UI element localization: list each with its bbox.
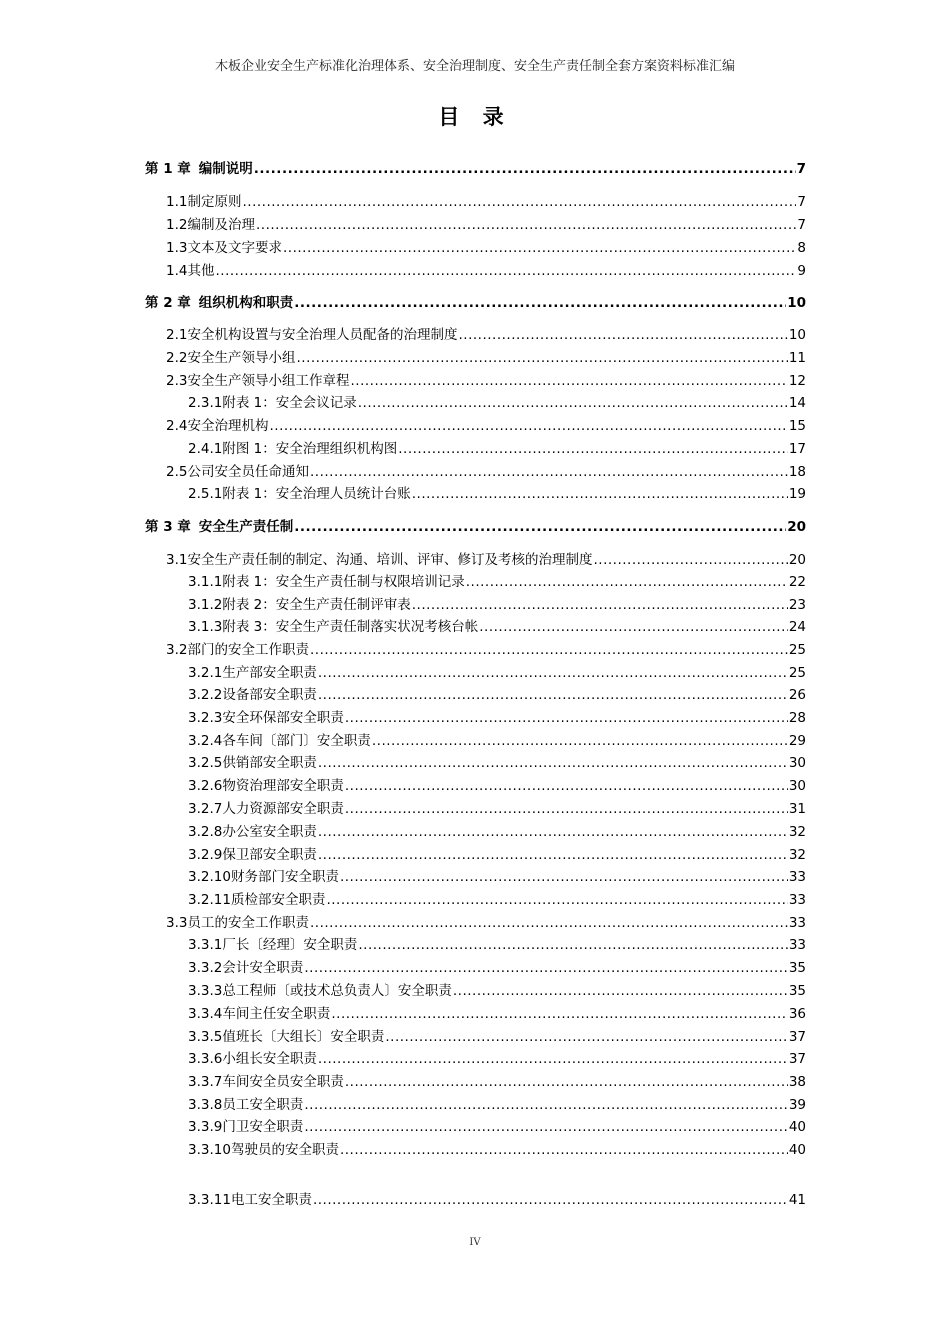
toc-entry-label: 组织机构和职责 xyxy=(198,295,294,311)
toc-entry-page: 7 xyxy=(797,194,806,210)
toc-leader-dots xyxy=(345,799,788,819)
toc-entry-page: 36 xyxy=(788,1006,806,1022)
toc-leader-dots xyxy=(294,517,786,537)
toc-entry-number: 第 1 章 xyxy=(145,161,191,177)
toc-leader-dots xyxy=(412,484,788,504)
toc-leader-dots xyxy=(345,708,788,728)
toc-leader-dots xyxy=(310,913,788,933)
toc-entry-number: 3.2 xyxy=(166,642,188,658)
toc-entry-number: 3.3 xyxy=(166,915,188,931)
toc-entry[interactable] xyxy=(166,192,806,212)
toc-entry-label: 附图 1：安全治理组织机构图 xyxy=(222,441,398,457)
toc-entry[interactable] xyxy=(188,822,806,842)
toc-entry-label: 文本及文字要求 xyxy=(187,240,282,256)
toc-entry-label: 人力资源部安全职责 xyxy=(222,801,344,817)
toc-entry-page: 33 xyxy=(788,869,806,885)
toc-entry-page: 15 xyxy=(788,418,806,434)
toc-entry-label: 生产部安全职责 xyxy=(222,665,317,681)
toc-leader-dots xyxy=(398,439,788,459)
toc-entry-label: 保卫部安全职责 xyxy=(222,847,317,863)
toc-entry-page: 10 xyxy=(787,295,806,311)
toc-entry-number: 3.3.3 xyxy=(188,983,223,999)
toc-entry-label: 部门的安全工作职责 xyxy=(187,642,309,658)
toc-entry[interactable] xyxy=(166,416,806,436)
toc-entry-page: 20 xyxy=(788,552,806,568)
toc-entry-number: 3.3.7 xyxy=(188,1074,223,1090)
toc-entry[interactable] xyxy=(145,159,806,179)
toc-entry-label: 安全生产领导小组 xyxy=(187,350,296,366)
toc-leader-dots xyxy=(372,731,788,751)
toc-entry-label: 制定原则 xyxy=(187,194,242,210)
toc-entry-page: 9 xyxy=(797,263,806,279)
toc-entry[interactable] xyxy=(188,776,806,796)
toc-entry-number: 3.3.9 xyxy=(188,1119,223,1135)
toc-entry-page: 24 xyxy=(788,619,806,635)
toc-leader-dots xyxy=(340,867,788,887)
toc-leader-dots xyxy=(458,325,787,345)
toc-entry-page: 32 xyxy=(788,847,806,863)
toc-entry[interactable] xyxy=(166,215,806,235)
toc-entry[interactable] xyxy=(188,890,806,910)
toc-entry-number: 2.4.1 xyxy=(188,441,223,457)
toc-leader-dots xyxy=(326,890,787,910)
toc-entry-label: 财务部门安全职责 xyxy=(230,869,339,885)
toc-entry-number: 2.4 xyxy=(166,418,188,434)
toc-leader-dots xyxy=(318,822,788,842)
toc-entry[interactable] xyxy=(188,572,806,592)
toc-leader-dots xyxy=(358,935,787,955)
toc-entry-number: 第 2 章 xyxy=(145,295,191,311)
toc-entry[interactable] xyxy=(166,550,806,570)
toc-entry-page: 17 xyxy=(788,441,806,457)
toc-entry-number: 3.2.3 xyxy=(188,710,223,726)
toc-entry-label: 车间安全员安全职责 xyxy=(222,1074,344,1090)
toc-leader-dots xyxy=(479,617,788,637)
toc-entry-number: 3.2.5 xyxy=(188,755,223,771)
toc-entry-page: 18 xyxy=(788,464,806,480)
toc-entry-number: 3.2.4 xyxy=(188,733,223,749)
toc-entry-label: 安全治理机构 xyxy=(187,418,269,434)
toc-leader-dots xyxy=(340,1140,788,1160)
toc-entry-label: 编制及治理 xyxy=(187,217,255,233)
toc-entry-label: 设备部安全职责 xyxy=(222,687,317,703)
toc-entry[interactable] xyxy=(188,1027,806,1047)
toc-entry-page: 30 xyxy=(788,778,806,794)
toc-entry-page: 25 xyxy=(788,665,806,681)
toc-entry-page: 35 xyxy=(788,983,806,999)
toc-entry[interactable] xyxy=(188,958,806,978)
toc-entry-page: 10 xyxy=(788,327,806,343)
toc-entry-page: 22 xyxy=(788,574,806,590)
toc-leader-dots xyxy=(304,1095,787,1115)
toc-entry[interactable] xyxy=(188,1072,806,1092)
toc-entry[interactable] xyxy=(188,935,806,955)
page-title: 目 录 xyxy=(438,105,512,129)
toc-entry-number: 3.1.2 xyxy=(188,597,223,613)
toc-entry[interactable] xyxy=(145,293,806,313)
toc-entry-page: 23 xyxy=(788,597,806,613)
toc-entry-number: 3.3.5 xyxy=(188,1029,223,1045)
toc-entry-page: 32 xyxy=(788,824,806,840)
toc-entry[interactable] xyxy=(188,617,806,637)
toc-entry-page: 33 xyxy=(788,892,806,908)
toc-entry-number: 3.1 xyxy=(166,552,188,568)
toc-entry[interactable] xyxy=(188,731,806,751)
page-header: 木板企业安全生产标准化治理体系、安全治理制度、安全生产责任制全套方案资料标准汇编 xyxy=(214,59,735,74)
toc-entry-page: 41 xyxy=(788,1192,806,1208)
toc-entry[interactable] xyxy=(188,663,806,683)
toc-entry-label: 附表 3：安全生产责任制落实状况考核台帐 xyxy=(222,619,479,635)
toc-entry-number: 3.3.8 xyxy=(188,1097,223,1113)
toc-entry[interactable] xyxy=(166,261,806,281)
toc-leader-dots xyxy=(215,261,796,281)
toc-entry-label: 附表 1：安全生产责任制与权限培训记录 xyxy=(222,574,465,590)
toc-entry-label: 驾驶员的安全职责 xyxy=(230,1142,339,1158)
toc-entry-page: 26 xyxy=(788,687,806,703)
toc-entry[interactable] xyxy=(145,517,806,537)
toc-entry-number: 3.3.6 xyxy=(188,1051,223,1067)
toc-entry-number: 第 3 章 xyxy=(145,519,191,535)
toc-leader-dots xyxy=(242,192,796,212)
toc-entry-label: 值班长〔大组长〕安全职责 xyxy=(222,1029,385,1045)
toc-leader-dots xyxy=(318,753,788,773)
toc-entry-label: 各车间〔部门〕安全职责 xyxy=(222,733,371,749)
page-number: IV xyxy=(469,1237,481,1248)
toc-entry-number: 2.5 xyxy=(166,464,188,480)
toc-leader-dots xyxy=(385,1027,787,1047)
toc-entry[interactable] xyxy=(166,371,806,391)
toc-entry-page: 7 xyxy=(797,217,806,233)
toc-entry[interactable] xyxy=(188,799,806,819)
toc-entry-number: 1.4 xyxy=(166,263,188,279)
toc-entry-label: 办公室安全职责 xyxy=(222,824,317,840)
toc-entry[interactable] xyxy=(188,1117,806,1137)
toc-entry[interactable] xyxy=(166,325,806,345)
toc-entry-page: 33 xyxy=(788,937,806,953)
toc-entry-number: 3.2.10 xyxy=(188,869,231,885)
toc-entry[interactable] xyxy=(188,595,806,615)
toc-entry-number: 3.1.3 xyxy=(188,619,223,635)
toc-entry-number: 2.2 xyxy=(166,350,188,366)
toc-entry-label: 员工的安全工作职责 xyxy=(187,915,309,931)
toc-entry-number: 1.2 xyxy=(166,217,188,233)
toc-entry-number: 3.3.4 xyxy=(188,1006,223,1022)
toc-leader-dots xyxy=(313,1190,788,1210)
toc-entry-number: 3.3.10 xyxy=(188,1142,231,1158)
toc-leader-dots xyxy=(296,348,787,368)
toc-leader-dots xyxy=(466,572,788,592)
toc-entry-page: 35 xyxy=(788,960,806,976)
toc-leader-dots xyxy=(318,1049,788,1069)
toc-entry-page: 40 xyxy=(788,1142,806,1158)
toc-leader-dots xyxy=(453,981,788,1001)
toc-entry[interactable] xyxy=(188,393,806,413)
toc-entry-page: 28 xyxy=(788,710,806,726)
toc-entry-label: 供销部安全职责 xyxy=(222,755,317,771)
toc-entry-page: 40 xyxy=(788,1119,806,1135)
toc-leader-dots xyxy=(331,1004,787,1024)
toc-entry-page: 14 xyxy=(788,395,806,411)
toc-entry-label: 安全生产领导小组工作章程 xyxy=(187,373,350,389)
toc-entry[interactable] xyxy=(166,462,806,482)
toc-entry-number: 2.3 xyxy=(166,373,188,389)
toc-entry[interactable] xyxy=(166,348,806,368)
toc-leader-dots xyxy=(350,371,787,391)
toc-entry-page: 31 xyxy=(788,801,806,817)
toc-entry-number: 3.2.7 xyxy=(188,801,223,817)
toc-entry-label: 附表 1：安全会议记录 xyxy=(222,395,357,411)
toc-entry-page: 12 xyxy=(788,373,806,389)
toc-entry-page: 20 xyxy=(787,519,806,535)
toc-leader-dots xyxy=(283,238,796,258)
toc-entry[interactable] xyxy=(166,913,806,933)
toc-entry-label: 厂长〔经理〕安全职责 xyxy=(222,937,358,953)
toc-entry[interactable] xyxy=(188,981,806,1001)
toc-entry[interactable] xyxy=(188,1140,806,1160)
toc-entry[interactable] xyxy=(188,845,806,865)
toc-entry-label: 安全机构设置与安全治理人员配备的治理制度 xyxy=(187,327,458,343)
toc-entry-label: 其他 xyxy=(187,263,215,279)
toc-entry-page: 11 xyxy=(788,350,806,366)
toc-leader-dots xyxy=(310,462,788,482)
toc-entry[interactable] xyxy=(166,238,806,258)
toc-entry[interactable] xyxy=(188,1095,806,1115)
toc-leader-dots xyxy=(318,845,788,865)
toc-entry[interactable] xyxy=(188,753,806,773)
toc-entry-page: 38 xyxy=(788,1074,806,1090)
toc-entry-number: 3.3.1 xyxy=(188,937,223,953)
toc-leader-dots xyxy=(304,1117,787,1137)
toc-leader-dots xyxy=(310,640,788,660)
toc-leader-dots xyxy=(294,293,786,313)
toc-entry[interactable] xyxy=(188,867,806,887)
toc-entry-number: 3.2.8 xyxy=(188,824,223,840)
toc-entry-label: 附表 2：安全生产责任制评审表 xyxy=(222,597,411,613)
toc-entry-number: 2.3.1 xyxy=(188,395,223,411)
toc-leader-dots xyxy=(304,958,787,978)
toc-entry[interactable] xyxy=(188,708,806,728)
toc-entry-number: 3.2.1 xyxy=(188,665,223,681)
toc-entry-label: 安全环保部安全职责 xyxy=(222,710,344,726)
toc-entry-label: 车间主任安全职责 xyxy=(222,1006,331,1022)
toc-leader-dots xyxy=(345,1072,788,1092)
toc-entry-label: 安全生产责任制 xyxy=(198,519,294,535)
toc-entry-label: 门卫安全职责 xyxy=(222,1119,304,1135)
toc-entry-page: 33 xyxy=(788,915,806,931)
toc-leader-dots xyxy=(254,159,796,179)
toc-leader-dots xyxy=(256,215,796,235)
toc-leader-dots xyxy=(318,663,788,683)
toc-leader-dots xyxy=(318,685,788,705)
toc-entry-number: 1.3 xyxy=(166,240,188,256)
toc-leader-dots xyxy=(593,550,787,570)
toc-entry-number: 3.2.9 xyxy=(188,847,223,863)
toc-entry-number: 3.2.6 xyxy=(188,778,223,794)
toc-entry-label: 公司安全员任命通知 xyxy=(187,464,309,480)
toc-entry-number: 3.2.2 xyxy=(188,687,223,703)
toc-entry-page: 29 xyxy=(788,733,806,749)
toc-entry-page: 37 xyxy=(788,1051,806,1067)
toc-leader-dots xyxy=(412,595,788,615)
toc-entry-label: 总工程师〔或技术总负责人〕安全职责 xyxy=(222,983,452,999)
toc-entry-page: 39 xyxy=(788,1097,806,1113)
toc-entry-number: 3.3.2 xyxy=(188,960,223,976)
toc-entry-label: 会计安全职责 xyxy=(222,960,304,976)
toc-entry-number: 1.1 xyxy=(166,194,188,210)
toc-entry-label: 安全生产责任制的制定、沟通、培训、评审、修订及考核的治理制度 xyxy=(187,552,593,568)
toc-entry[interactable] xyxy=(188,484,806,504)
toc-leader-dots xyxy=(345,776,788,796)
toc-entry-label: 小组长安全职责 xyxy=(222,1051,317,1067)
toc-entry-number: 2.5.1 xyxy=(188,486,223,502)
toc-entry-label: 物资治理部安全职责 xyxy=(222,778,344,794)
toc-entry-label: 电工安全职责 xyxy=(230,1192,312,1208)
toc-entry-page: 30 xyxy=(788,755,806,771)
toc-entry-number: 3.1.1 xyxy=(188,574,223,590)
toc-leader-dots xyxy=(269,416,787,436)
toc-entry-page: 37 xyxy=(788,1029,806,1045)
toc-entry[interactable] xyxy=(188,1049,806,1069)
toc-entry[interactable] xyxy=(166,640,806,660)
toc-entry-label: 编制说明 xyxy=(198,161,253,177)
toc-entry-page: 8 xyxy=(797,240,806,256)
toc-entry-page: 19 xyxy=(788,486,806,502)
toc-entry[interactable] xyxy=(188,1190,806,1210)
toc-entry-page: 25 xyxy=(788,642,806,658)
toc-entry-label: 员工安全职责 xyxy=(222,1097,304,1113)
toc-entry-label: 附表 1：安全治理人员统计台账 xyxy=(222,486,411,502)
toc-entry-number: 3.3.11 xyxy=(188,1192,231,1208)
toc-entry[interactable] xyxy=(188,1004,806,1024)
toc-entry-page: 7 xyxy=(796,161,806,177)
toc-leader-dots xyxy=(358,393,788,413)
toc-entry-number: 2.1 xyxy=(166,327,188,343)
toc-entry[interactable] xyxy=(188,685,806,705)
toc-entry-number: 3.2.11 xyxy=(188,892,231,908)
toc-entry[interactable] xyxy=(188,439,806,459)
toc-entry-label: 质检部安全职责 xyxy=(230,892,326,908)
